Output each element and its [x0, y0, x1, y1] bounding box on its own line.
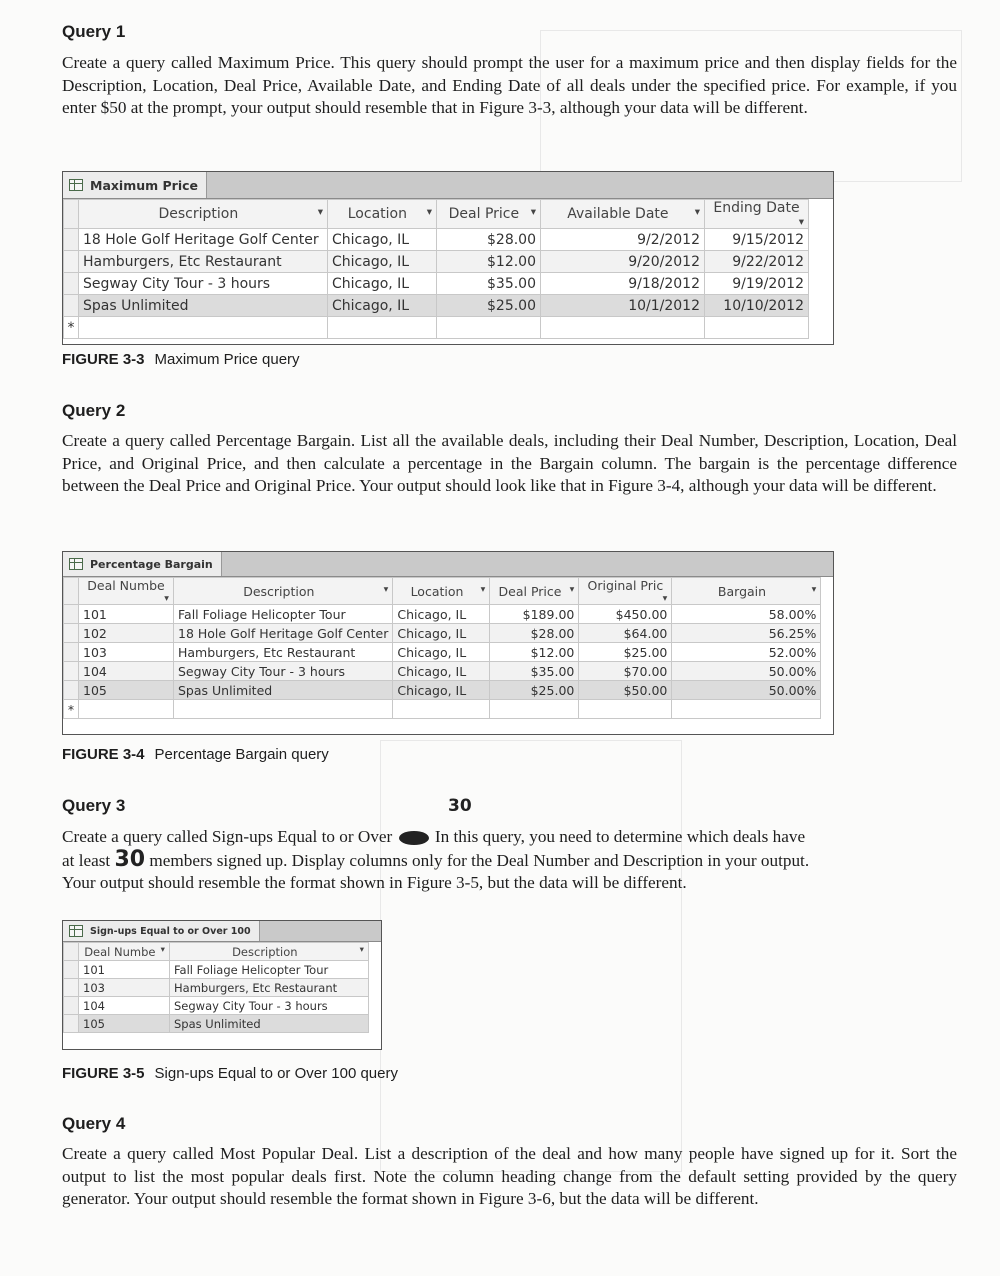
query-3-line-2-start: at least	[62, 850, 111, 870]
row-selector[interactable]	[64, 273, 79, 295]
cell-ending-date[interactable]: 10/10/2012	[705, 295, 809, 317]
cell-bargain[interactable]: 50.00%	[672, 662, 821, 681]
table-row	[64, 273, 809, 295]
cell-location[interactable]: Chicago, IL	[393, 681, 490, 700]
figure-caption-text: Maximum Price query	[154, 351, 300, 368]
cell-description[interactable]: Spas Unlimited	[170, 1015, 369, 1033]
cell-deal-price[interactable]: $25.00	[437, 295, 541, 317]
figure-caption-text: Sign-ups Equal to or Over 100 query	[154, 1065, 398, 1082]
column-header-description[interactable]: Description ▾	[170, 943, 369, 961]
sort-arrow-icon[interactable]: ▾	[530, 206, 536, 218]
query-table-icon	[69, 558, 83, 570]
query-2-heading: Query 2	[62, 401, 126, 420]
column-header-description[interactable]: Description ▾	[174, 578, 393, 605]
table-row	[64, 229, 809, 251]
cell-location[interactable]: Chicago, IL	[328, 295, 437, 317]
column-header-available-date[interactable]: Available Date ▾	[541, 200, 705, 229]
query-4-description: Create a query called Most Popular Deal. List a description of the deal and how many people have signed up for it. Sort the output to list the most popular deals first. Note the column heading change from the default setting provided by the query generator. Your output should resemble the format shown in Figure 3-6, but the data will be different.	[62, 1144, 957, 1208]
query-2-description: Create a query called Percentage Bargain. List all the available deals, including their Deal Number, Description, Location, Deal Price, and Original Price, and then calculate a percentage in the Bargain column. The bargain is the percentage difference between the Deal Price and Original Price. Your output should look like that in Figure 3-4, although your data will be different.	[62, 431, 957, 495]
query-1-description: Create a query called Maximum Price. This query should prompt the user for a maximum price and then display fields for the Description, Location, Deal Price, Available Date, and Ending Date of all deals under the specified price. For example, if you enter $50 at the prompt, your output should resemble that in Figure 3-3, although your data will be different.	[62, 53, 957, 117]
table-row	[64, 997, 369, 1015]
cell-deal-number[interactable]: 105	[79, 1015, 170, 1033]
column-header-bargain[interactable]: Bargain ▾	[672, 578, 821, 605]
column-header-deal-number[interactable]: Deal Numbe ▾	[79, 578, 174, 605]
cell-available-date[interactable]: 9/18/2012	[541, 273, 705, 295]
bleed-through-table	[380, 740, 682, 1172]
figure-label: FIGURE 3-3	[62, 351, 145, 368]
query-4-heading: Query 4	[62, 1114, 126, 1133]
table-row	[64, 605, 821, 624]
query-3-line-1-end: In this query, you need to determine which deals have	[434, 827, 806, 846]
figure-3-3-caption	[62, 351, 300, 368]
sort-arrow-icon[interactable]: ▾	[164, 593, 169, 604]
cell-description[interactable]: Segway City Tour - 3 hours	[79, 273, 328, 295]
row-selector[interactable]	[64, 624, 79, 643]
sign-ups-datasheet	[62, 920, 382, 1050]
sort-arrow-icon[interactable]: ▾	[480, 583, 486, 595]
cell-description[interactable]: Hamburgers, Etc Restaurant	[170, 979, 369, 997]
cell-location[interactable]: Chicago, IL	[328, 273, 437, 295]
cell-deal-number[interactable]: 102	[79, 624, 174, 643]
datasheet-tab-bar	[63, 921, 381, 942]
empty-cell[interactable]	[393, 700, 490, 719]
cell-ending-date[interactable]: 9/15/2012	[705, 229, 809, 251]
empty-cell[interactable]	[579, 700, 672, 719]
cell-deal-number[interactable]: 103	[79, 643, 174, 662]
cell-location[interactable]: Chicago, IL	[393, 662, 490, 681]
cell-deal-number[interactable]: 104	[79, 662, 174, 681]
cell-description[interactable]: Hamburgers, Etc Restaurant	[79, 251, 328, 273]
column-header-description[interactable]: Description ▾	[79, 200, 328, 229]
column-header-deal-price[interactable]: Deal Price ▾	[490, 578, 579, 605]
sort-arrow-icon[interactable]: ▾	[426, 206, 432, 218]
row-selector[interactable]	[64, 979, 79, 997]
percentage-bargain-grid	[63, 577, 821, 719]
query-tab-label: Maximum Price	[90, 177, 199, 193]
maximum-price-datasheet	[62, 171, 834, 345]
new-record-marker[interactable]: *	[64, 700, 79, 719]
cell-bargain[interactable]: 58.00%	[672, 605, 821, 624]
sort-arrow-icon[interactable]: ▾	[662, 593, 668, 604]
cell-description[interactable]: 18 Hole Golf Heritage Golf Center	[79, 229, 328, 251]
column-header-location[interactable]: Location ▾	[393, 578, 490, 605]
cell-deal-price[interactable]: $35.00	[437, 273, 541, 295]
row-selector[interactable]	[64, 681, 79, 700]
cell-location[interactable]: Chicago, IL	[328, 229, 437, 251]
sort-arrow-icon[interactable]: ▾	[317, 206, 323, 218]
row-selector[interactable]	[64, 662, 79, 681]
header-row	[64, 200, 809, 229]
cell-description[interactable]: Segway City Tour - 3 hours	[174, 662, 393, 681]
query-tab-label: Percentage Bargain	[90, 557, 213, 571]
row-selector[interactable]	[64, 1015, 79, 1033]
select-all-cell[interactable]	[64, 200, 79, 229]
table-row	[64, 643, 821, 662]
cell-location[interactable]: Chicago, IL	[393, 605, 490, 624]
sort-arrow-icon[interactable]: ▾	[811, 583, 817, 595]
sort-arrow-icon[interactable]: ▾	[383, 583, 389, 595]
query-3-line-3: Your output should resemble the format shown in Figure 3-5, but the data will be different.	[62, 873, 687, 892]
row-selector[interactable]	[64, 997, 79, 1015]
row-selector[interactable]	[64, 251, 79, 273]
cell-available-date[interactable]: 9/20/2012	[541, 251, 705, 273]
cell-bargain[interactable]: 52.00%	[672, 643, 821, 662]
cell-deal-price[interactable]: $35.00	[490, 662, 579, 681]
cell-deal-price[interactable]: $28.00	[490, 624, 579, 643]
cell-deal-price[interactable]: $189.00	[490, 605, 579, 624]
empty-cell[interactable]	[541, 317, 705, 339]
column-header-deal-number[interactable]: Deal Numbe ▾	[79, 943, 170, 961]
empty-cell[interactable]	[79, 317, 328, 339]
empty-cell[interactable]	[705, 317, 809, 339]
cell-ending-date[interactable]: 9/22/2012	[705, 251, 809, 273]
query-3-description	[62, 826, 957, 895]
figure-caption-text: Percentage Bargain query	[154, 746, 329, 763]
row-selector[interactable]	[64, 605, 79, 624]
figure-3-4-caption	[62, 746, 329, 763]
sort-arrow-icon[interactable]: ▾	[798, 216, 804, 228]
cell-description[interactable]: Fall Foliage Helicopter Tour	[170, 961, 369, 979]
cell-deal-number[interactable]: 103	[79, 979, 170, 997]
handwritten-annotation: 30	[448, 796, 472, 816]
cell-description[interactable]: Hamburgers, Etc Restaurant	[174, 643, 393, 662]
empty-cell[interactable]	[328, 317, 437, 339]
datasheet-tab-bar	[63, 172, 833, 199]
handwritten-annotation: 30	[114, 846, 146, 872]
cell-original-price[interactable]: $450.00	[579, 605, 672, 624]
cell-available-date[interactable]: 9/2/2012	[541, 229, 705, 251]
cell-description[interactable]: Segway City Tour - 3 hours	[170, 997, 369, 1015]
cell-deal-number[interactable]: 105	[79, 681, 174, 700]
figure-label: FIGURE 3-5	[62, 1065, 145, 1082]
header-row	[64, 578, 821, 605]
cell-ending-date[interactable]: 9/19/2012	[705, 273, 809, 295]
query-3-line-1-start: Create a query called Sign-ups Equal to or Over	[62, 827, 393, 846]
cell-location[interactable]: Chicago, IL	[393, 643, 490, 662]
empty-cell[interactable]	[490, 700, 579, 719]
percentage-bargain-datasheet	[62, 551, 834, 735]
row-selector[interactable]	[64, 961, 79, 979]
query-tab[interactable]	[63, 552, 222, 576]
datasheet-tab-bar	[63, 552, 833, 577]
sort-arrow-icon[interactable]: ▾	[569, 583, 575, 595]
select-all-cell[interactable]	[64, 578, 79, 605]
table-row	[64, 979, 369, 997]
query-1-heading: Query 1	[62, 22, 126, 41]
sort-arrow-icon[interactable]: ▾	[359, 944, 364, 955]
cell-bargain[interactable]: 56.25%	[672, 624, 821, 643]
column-header-location[interactable]: Location ▾	[328, 200, 437, 229]
table-row	[64, 251, 809, 273]
maximum-price-grid	[63, 199, 809, 339]
query-tab[interactable]	[63, 921, 260, 941]
cell-description[interactable]: 18 Hole Golf Heritage Golf Center	[174, 624, 393, 643]
cell-description[interactable]: Spas Unlimited	[79, 295, 328, 317]
cell-description[interactable]: Spas Unlimited	[174, 681, 393, 700]
sign-ups-grid	[63, 942, 369, 1033]
query-tab-label: Sign-ups Equal to or Over 100	[90, 925, 251, 937]
table-row	[64, 624, 821, 643]
cell-original-price[interactable]: $70.00	[579, 662, 672, 681]
row-selector[interactable]	[64, 295, 79, 317]
table-row	[64, 961, 369, 979]
figure-label: FIGURE 3-4	[62, 746, 145, 763]
cell-deal-number[interactable]: 104	[79, 997, 170, 1015]
cell-deal-number[interactable]: 101	[79, 605, 174, 624]
cell-description[interactable]: Fall Foliage Helicopter Tour	[174, 605, 393, 624]
empty-cell[interactable]	[437, 317, 541, 339]
query-3-line-2-end: members signed up. Display columns only for the Deal Number and Description in your output.	[149, 850, 810, 870]
table-row	[64, 681, 821, 700]
cell-deal-price[interactable]: $28.00	[437, 229, 541, 251]
select-all-cell[interactable]	[64, 943, 79, 961]
column-header-ending-date[interactable]: Ending Date ▾	[705, 200, 809, 229]
ink-blot	[399, 831, 429, 845]
cell-deal-price[interactable]: $12.00	[490, 643, 579, 662]
cell-original-price[interactable]: $64.00	[579, 624, 672, 643]
query-table-icon	[69, 925, 83, 937]
cell-available-date[interactable]: 10/1/2012	[541, 295, 705, 317]
cell-bargain[interactable]: 50.00%	[672, 681, 821, 700]
figure-3-5-caption	[62, 1065, 398, 1082]
cell-deal-number[interactable]: 101	[79, 961, 170, 979]
header-row	[64, 943, 369, 961]
query-table-icon	[69, 179, 83, 191]
cell-deal-price[interactable]: $25.00	[490, 681, 579, 700]
cell-deal-price[interactable]: $12.00	[437, 251, 541, 273]
query-3-heading: Query 3	[62, 796, 126, 815]
table-row	[64, 295, 809, 317]
cell-original-price[interactable]: $25.00	[579, 643, 672, 662]
empty-cell[interactable]	[79, 700, 174, 719]
query-tab[interactable]	[63, 172, 207, 198]
row-selector[interactable]	[64, 229, 79, 251]
column-header-deal-price[interactable]: Deal Price ▾	[437, 200, 541, 229]
new-record-row	[64, 700, 821, 719]
cell-location[interactable]: Chicago, IL	[328, 251, 437, 273]
cell-original-price[interactable]: $50.00	[579, 681, 672, 700]
new-record-marker[interactable]: *	[64, 317, 79, 339]
table-row	[64, 1015, 369, 1033]
table-row	[64, 662, 821, 681]
empty-cell[interactable]	[174, 700, 393, 719]
sort-arrow-icon[interactable]: ▾	[160, 944, 165, 955]
column-header-original-price[interactable]: Original Pric ▾	[579, 578, 672, 605]
sort-arrow-icon[interactable]: ▾	[694, 206, 700, 218]
new-record-row	[64, 317, 809, 339]
empty-cell[interactable]	[672, 700, 821, 719]
cell-location[interactable]: Chicago, IL	[393, 624, 490, 643]
row-selector[interactable]	[64, 643, 79, 662]
